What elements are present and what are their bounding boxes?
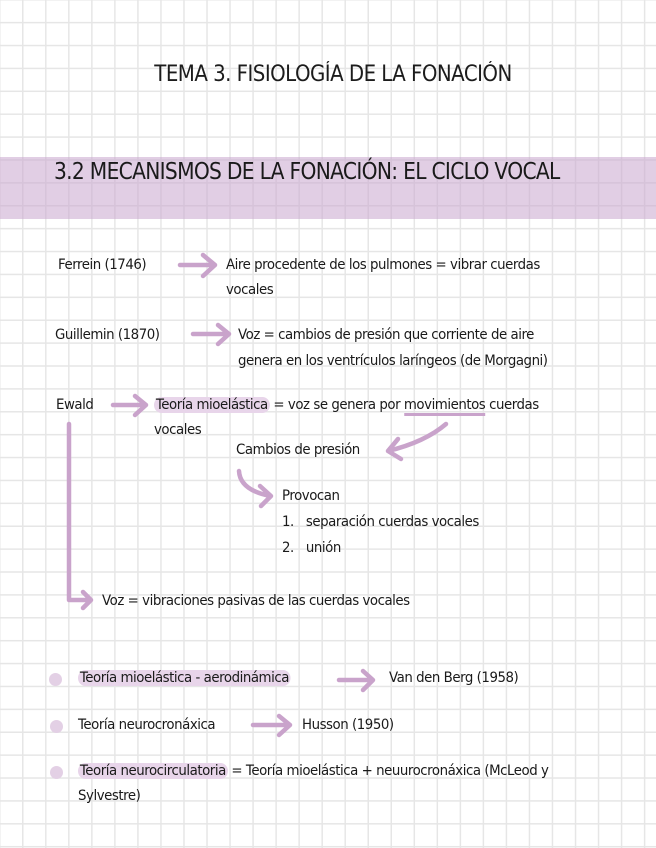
ewald-conclusion: Voz = vibraciones pasivas de las cuerdas vocales — [102, 593, 410, 609]
guillemin-description-line1: Voz = cambios de presión que corriente de aire — [238, 327, 534, 343]
arrow-right-icon — [193, 325, 229, 344]
theory-item-3-line2: Sylvestre) — [78, 788, 141, 804]
arrow-right-icon — [180, 255, 215, 276]
theory-label-highlight: Teoría mioelástica - aerodinámica — [79, 670, 289, 686]
guillemin-description-line2: genera en los ventrículos laríngeos (de Morgagni) — [238, 353, 548, 369]
theory-item-1 — [78, 665, 291, 691]
effect-item-2: 2. unión — [282, 540, 341, 556]
ferrein-description-line2: vocales — [226, 282, 274, 298]
author-ferrein: Ferrein (1746) — [58, 257, 147, 273]
ewald-description-line1: Teoría mioelástica = voz se genera por movimientos cuerdas — [154, 392, 539, 418]
theory-highlight-mioelastica: Teoría mioelástica — [155, 397, 268, 413]
underlined-movimientos: movimientos — [404, 397, 485, 416]
effect-item-1: 1. separación cuerdas vocales — [282, 514, 479, 530]
arrow-right-icon — [113, 396, 146, 415]
author-ewald: Ewald — [56, 397, 94, 413]
provocan-label: Provocan — [282, 488, 340, 504]
pressure-changes: Cambios de presión — [236, 442, 360, 458]
theory-item-2-author: Husson (1950) — [302, 717, 394, 733]
author-guillemin: Guillemin (1870) — [55, 327, 160, 343]
theory-label-highlight: Teoría neurocirculatoria — [79, 763, 226, 779]
section-heading: 3.2 MECANISMOS DE LA FONACIÓN: EL CICLO VOCAL — [54, 159, 560, 185]
page-title: TEMA 3. FISIOLOGÍA DE LA FONACIÓN — [154, 62, 512, 87]
ferrein-description-line1: Aire procedente de los pulmones = vibrar cuerdas — [226, 257, 540, 273]
theory-item-2: Teoría neurocronáxica — [78, 717, 216, 733]
arrow-down-right-icon — [69, 424, 91, 608]
ewald-description-line2: vocales — [154, 422, 202, 438]
curved-arrow-icon — [239, 471, 271, 506]
arrow-right-icon — [253, 716, 290, 735]
arrow-right-icon — [339, 671, 373, 690]
theory-item-3: Teoría neurocirculatoria = Teoría mioelástica + neuurocronáxica (McLeod y — [79, 763, 549, 779]
bullet-dot-icon — [50, 766, 63, 779]
theory-item-1-author: Van den Berg (1958) — [389, 670, 519, 686]
bullet-dot-icon — [49, 673, 62, 686]
bullet-dot-icon — [50, 720, 63, 733]
curved-arrow-icon — [388, 424, 446, 459]
